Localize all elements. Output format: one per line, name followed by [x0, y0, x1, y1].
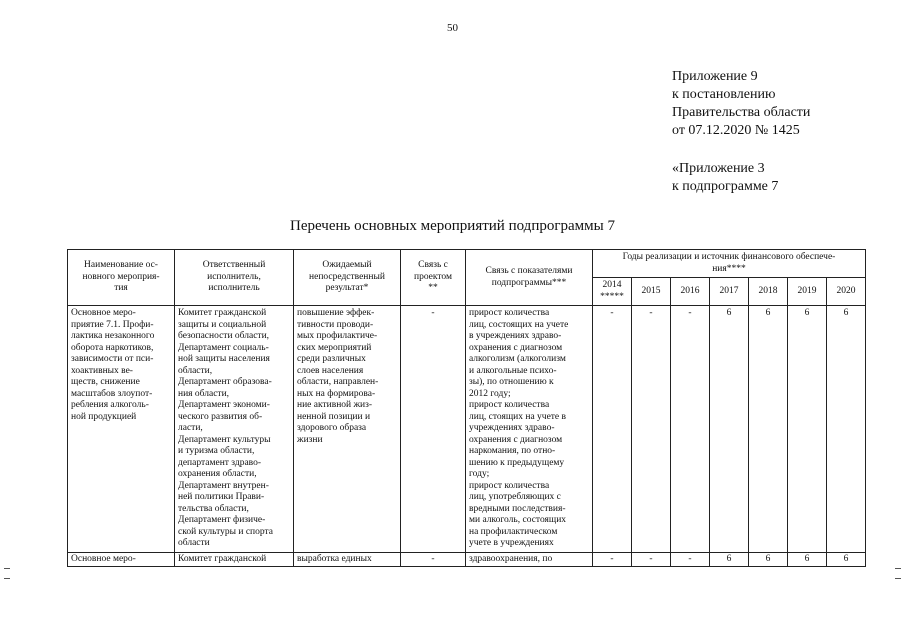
appendix-subheader: [672, 160, 778, 196]
cell-responsible: Комитет гражданской: [175, 552, 294, 566]
header-year: 2019: [788, 278, 827, 306]
measures-table: [67, 249, 866, 567]
cell-year-value: -: [671, 552, 710, 566]
header-year: 2015: [632, 278, 671, 306]
header-project: Связь с проектом **: [401, 250, 466, 306]
header-years-group: Годы реализации и источник финансового обеспече- ния****: [593, 250, 866, 278]
cell-year-value: 6: [749, 552, 788, 566]
document-title: Перечень основных мероприятий подпрограммы 7: [290, 218, 615, 234]
page-number: 50: [447, 22, 458, 34]
cell-name: Основное меро- приятие 7.1. Профи- лактика незаконного оборота наркотиков, зависимости от пси- хоактивных ве- ществ, снижение масштабов злоупот- ребления алкоголь- ной продукцией: [68, 306, 175, 553]
cell-name: Основное меро-: [68, 552, 175, 566]
cell-project: -: [401, 552, 466, 566]
appendix-line: «Приложение 3: [672, 161, 765, 176]
cell-year-value: -: [632, 552, 671, 566]
header-expected: Ожидаемый непосредственный результат*: [294, 250, 401, 306]
cell-project: -: [401, 306, 466, 553]
cell-year-value: -: [593, 552, 632, 566]
header-year: 2017: [710, 278, 749, 306]
cell-year-value: 6: [788, 306, 827, 553]
cell-year-value: 6: [827, 552, 866, 566]
header-year: 2016: [671, 278, 710, 306]
cell-expected: повышение эффек- тивности проводи- мых профилактиче- ских мероприятий среди различных слоев населения области, направлен- ных на формирова- ние активной жиз- ненной позиции и здорового образа жизни: [294, 306, 401, 553]
scan-edge-mark: [4, 568, 10, 569]
cell-year-value: 6: [827, 306, 866, 553]
appendix-line: от 07.12.2020 № 1425: [672, 123, 800, 138]
cell-year-value: 6: [788, 552, 827, 566]
header-name: Наименование ос- новного мероприя- тия: [68, 250, 175, 306]
cell-expected: выработка единых: [294, 552, 401, 566]
cell-year-value: -: [593, 306, 632, 553]
cell-indicators: прирост количества лиц, состоящих на учете в учреждениях здраво- охранения с диагнозом алкоголизм (алкоголизм и алкогольные психо- зы), по отношению к 2012 году; прирост количества лиц, стоящих на учете в учреждениях здраво- охранения с диагнозом наркомания, по отно- шению к предыдущему году; прирост количества лиц, употребляющих с вредными последствия- ми алкоголь, состоящих на профилактическом учете в учреждениях: [466, 306, 593, 553]
cell-responsible: Комитет гражданской защиты и социальной безопасности области, Департамент социаль- ной защиты населения области, Департамент образова- ния области, Департамент экономи- ческого развития об- ласти, Департамент культуры и туризма области, департамент здраво- охранения области, Департамент внутрен- ней политики Прави- тельства области, Департамент физиче- ской культуры и спорта области: [175, 306, 294, 553]
header-year: 2020: [827, 278, 866, 306]
table-row: [68, 306, 866, 553]
scan-edge-mark: [4, 578, 10, 579]
header-year: 2014 *****: [593, 278, 632, 306]
appendix-header: [672, 68, 810, 140]
cell-indicators: здравоохранения, по: [466, 552, 593, 566]
appendix-line: к подпрограмме 7: [672, 179, 779, 194]
cell-year-value: 6: [710, 306, 749, 553]
appendix-line: Правительства области: [672, 105, 811, 120]
header-responsible: Ответственный исполнитель, исполнитель: [175, 250, 294, 306]
appendix-line: Приложение 9: [672, 69, 758, 84]
table-row: [68, 552, 866, 566]
scan-edge-mark: [895, 568, 901, 569]
scan-edge-mark: [895, 578, 901, 579]
cell-year-value: 6: [749, 306, 788, 553]
cell-year-value: -: [671, 306, 710, 553]
appendix-line: к постановлению: [672, 87, 776, 102]
header-indicators: Связь с показателями подпрограммы***: [466, 250, 593, 306]
header-year: 2018: [749, 278, 788, 306]
cell-year-value: -: [632, 306, 671, 553]
cell-year-value: 6: [710, 552, 749, 566]
